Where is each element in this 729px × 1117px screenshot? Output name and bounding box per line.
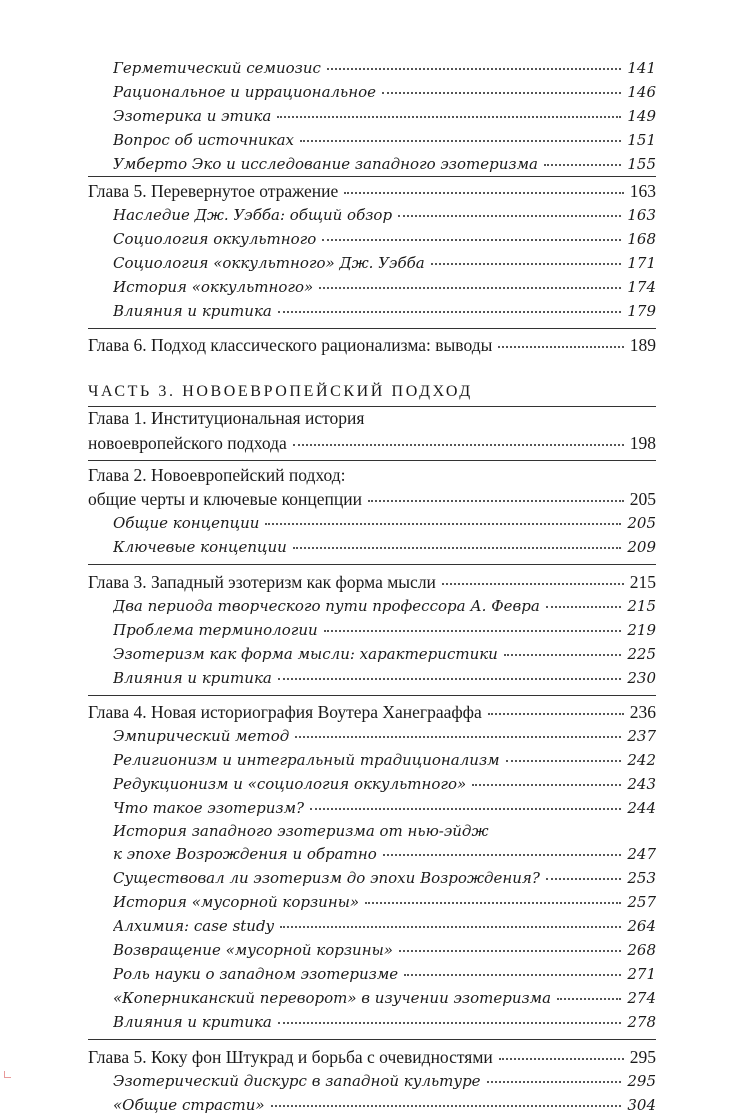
toc-page-number: 304 [627, 1095, 656, 1114]
toc-leader-dots [506, 745, 622, 762]
toc-leader-dots [498, 329, 623, 349]
toc-leader-dots [499, 1040, 624, 1060]
toc-page-number: 253 [627, 869, 656, 887]
toc-entry[interactable] [88, 299, 656, 323]
toc-entry-title: Общие концепции [113, 514, 260, 532]
toc-entry-title: Религионизм и интегральный традиционализм [113, 751, 500, 769]
toc-entry[interactable] [88, 328, 656, 358]
toc-page-number: 179 [627, 301, 656, 320]
toc-entry[interactable] [88, 1010, 656, 1034]
toc-page-number: 146 [627, 83, 656, 101]
toc-entry-title-line1: История западного эзотеризма от нью-эйдж [113, 822, 489, 840]
toc-leader-dots [327, 53, 621, 70]
toc-page-number: 205 [627, 514, 656, 532]
toc-entry-title: Эзотерический дискурс в западной культуре [113, 1071, 481, 1090]
toc-entry[interactable] [88, 564, 656, 594]
toc-chapter-multiline[interactable] [88, 406, 656, 455]
toc-entry[interactable] [88, 666, 656, 690]
toc-leader-dots [504, 639, 622, 656]
toc-page-number: 247 [627, 845, 656, 863]
toc-page-number: 242 [627, 751, 656, 769]
toc-leader-dots [280, 911, 621, 928]
toc-entry-title: Ключевые концепции [113, 538, 287, 556]
toc-entry-title: Влияния и критика [113, 301, 272, 320]
toc-page-number: 244 [627, 799, 656, 817]
toc-entry-title: Что такое эзотеризм? [113, 799, 305, 817]
toc-leader-dots [544, 149, 621, 166]
toc-leader-dots [431, 248, 622, 265]
toc-page-number: 163 [629, 180, 656, 201]
toc-page-number: 149 [627, 107, 656, 125]
toc-entry-title: Рациональное и иррациональное [113, 83, 377, 101]
toc-leader-dots [557, 983, 621, 1000]
toc-page-number: 268 [627, 941, 656, 959]
toc-leader-dots [398, 200, 621, 217]
toc-page-number: 198 [629, 432, 656, 453]
toc-leader-dots [472, 769, 621, 786]
toc-leader-dots [442, 565, 624, 585]
toc-entry-title-line1: Глава 1. Институциональная история [88, 408, 365, 428]
toc-page-number: 237 [627, 727, 656, 745]
toc-leader-dots [295, 721, 621, 738]
toc-leader-dots [383, 839, 622, 856]
toc-entry-title: Глава 5. Перевернутое отражение [88, 180, 339, 201]
toc-page-number: 274 [627, 989, 656, 1007]
toc-page-number: 236 [629, 702, 656, 722]
toc-entry-title: Глава 6. Подход классического рационализма: выводы [88, 335, 493, 355]
toc-entry-title: Эзотеризм как форма мысли: характеристики [113, 644, 498, 663]
table-of-contents [88, 56, 656, 1117]
toc-leader-dots [365, 887, 621, 904]
toc-leader-dots [344, 174, 624, 194]
toc-page-number: 278 [627, 1013, 656, 1031]
toc-entry-title: История «мусорной корзины» [113, 893, 360, 911]
toc-entry-title: Роль науки о западном эзотеризме [113, 965, 399, 983]
toc-leader-dots [271, 1090, 622, 1107]
toc-page-number: 155 [627, 155, 656, 173]
toc-page-number: 215 [627, 596, 656, 615]
toc-page-number: 151 [627, 131, 656, 149]
toc-leader-dots [319, 272, 621, 289]
toc-entry-title: Влияния и критика [113, 1013, 272, 1031]
toc-entry-title: Герметический семиозис [113, 59, 321, 77]
toc-page-number: 215 [629, 571, 656, 592]
page-corner-mark [4, 1071, 11, 1078]
part-heading: ЧАСТЬ 3. НОВОЕВРОПЕЙСКИЙ ПОДХОД [88, 383, 473, 400]
toc-leader-dots [300, 125, 621, 142]
toc-page-number: 295 [629, 1046, 656, 1067]
toc-entry-title: Наследие Дж. Уэбба: общий обзор [113, 205, 393, 224]
toc-entry[interactable] [88, 535, 656, 559]
toc-entry-title: Влияния и критика [113, 668, 272, 687]
toc-entry-title: Умберто Эко и исследование западного эзотеризма [113, 155, 538, 173]
toc-leader-dots [293, 426, 624, 446]
toc-entry-title: Эзотерика и этика [113, 107, 272, 125]
toc-entry-title: Социология «оккультного» Дж. Уэбба [113, 253, 425, 272]
toc-page-number: 257 [627, 893, 656, 911]
toc-page-number: 271 [627, 965, 656, 983]
toc-entry-title: Эмпирический метод [113, 727, 290, 745]
toc-leader-dots [399, 935, 621, 952]
toc-leader-dots [278, 296, 622, 313]
toc-entry-title: Глава 5. Коку фон Штукрад и борьба с очевидностями [88, 1046, 493, 1067]
toc-leader-dots [265, 508, 621, 525]
toc-leader-dots [310, 793, 621, 810]
toc-entry-title: Возвращение «мусорной корзины» [113, 941, 393, 959]
toc-entry[interactable] [88, 695, 656, 725]
toc-entry-title: новоевропейского подхода [88, 432, 287, 453]
toc-page-number: 189 [629, 335, 656, 355]
toc-leader-dots [488, 696, 624, 716]
toc-entry-title: История «оккультного» [113, 277, 314, 296]
toc-entry[interactable] [88, 1093, 656, 1117]
toc-page-number: 168 [627, 229, 656, 248]
toc-entry-title: «Коперниканский переворот» в изучении эзотеризма [113, 989, 552, 1007]
toc-entry-title: Два периода творческого пути профессора А. Февра [113, 596, 540, 615]
toc-entry-title: Социология оккультного [113, 229, 317, 248]
toc-leader-dots [322, 224, 621, 241]
toc-page-number: 205 [629, 489, 656, 509]
toc-entry[interactable] [88, 796, 656, 820]
toc-entry-title: «Общие страсти» [113, 1095, 265, 1114]
toc-leader-dots [368, 483, 624, 503]
toc-page-number: 230 [627, 668, 656, 687]
toc-page-number: 171 [627, 253, 656, 272]
toc-entry-title: Алхимия: case study [113, 917, 275, 935]
toc-leader-dots [546, 863, 621, 880]
toc-entry-title-line1: Глава 2. Новоевропейский подход: [88, 464, 346, 485]
toc-leader-dots [278, 663, 622, 680]
toc-entry-title: Вопрос об источниках [113, 131, 295, 149]
toc-leader-dots [293, 532, 622, 549]
toc-page-number: 174 [627, 277, 656, 296]
toc-page-number: 264 [627, 917, 656, 935]
toc-leader-dots [546, 591, 622, 608]
toc-leader-dots [382, 77, 621, 94]
toc-leader-dots [278, 1007, 622, 1024]
toc-page-number: 141 [627, 59, 656, 77]
toc-leader-dots [324, 615, 622, 632]
toc-page-number: 219 [627, 620, 656, 639]
toc-leader-dots [404, 959, 621, 976]
toc-entry-title: Проблема терминологии [113, 620, 318, 639]
toc-leader-dots [277, 101, 621, 118]
toc-page-number: 243 [627, 775, 656, 793]
toc-entry-title: Существовал ли эзотеризм до эпохи Возрождения? [113, 869, 540, 887]
toc-entry-title: к эпохе Возрождения и обратно [113, 845, 377, 863]
toc-entry[interactable] [88, 429, 656, 455]
toc-page-number: 209 [627, 538, 656, 556]
toc-entry-title: Редукционизм и «социология оккультного» [113, 775, 467, 793]
toc-entry[interactable] [88, 152, 656, 176]
toc-entry-title: Глава 4. Новая историография Воутера Ханеграаффа [88, 702, 482, 722]
toc-entry-title: общие черты и ключевые концепции [88, 489, 362, 509]
toc-page-number: 225 [627, 644, 656, 663]
toc-page-number: 295 [627, 1071, 656, 1090]
toc-chapter-multiline[interactable] [88, 460, 656, 512]
toc-entry[interactable] [88, 1039, 656, 1069]
toc-entry-title: Глава 3. Западный эзотеризм как форма мысли [88, 571, 436, 592]
toc-page-number: 163 [627, 205, 656, 224]
